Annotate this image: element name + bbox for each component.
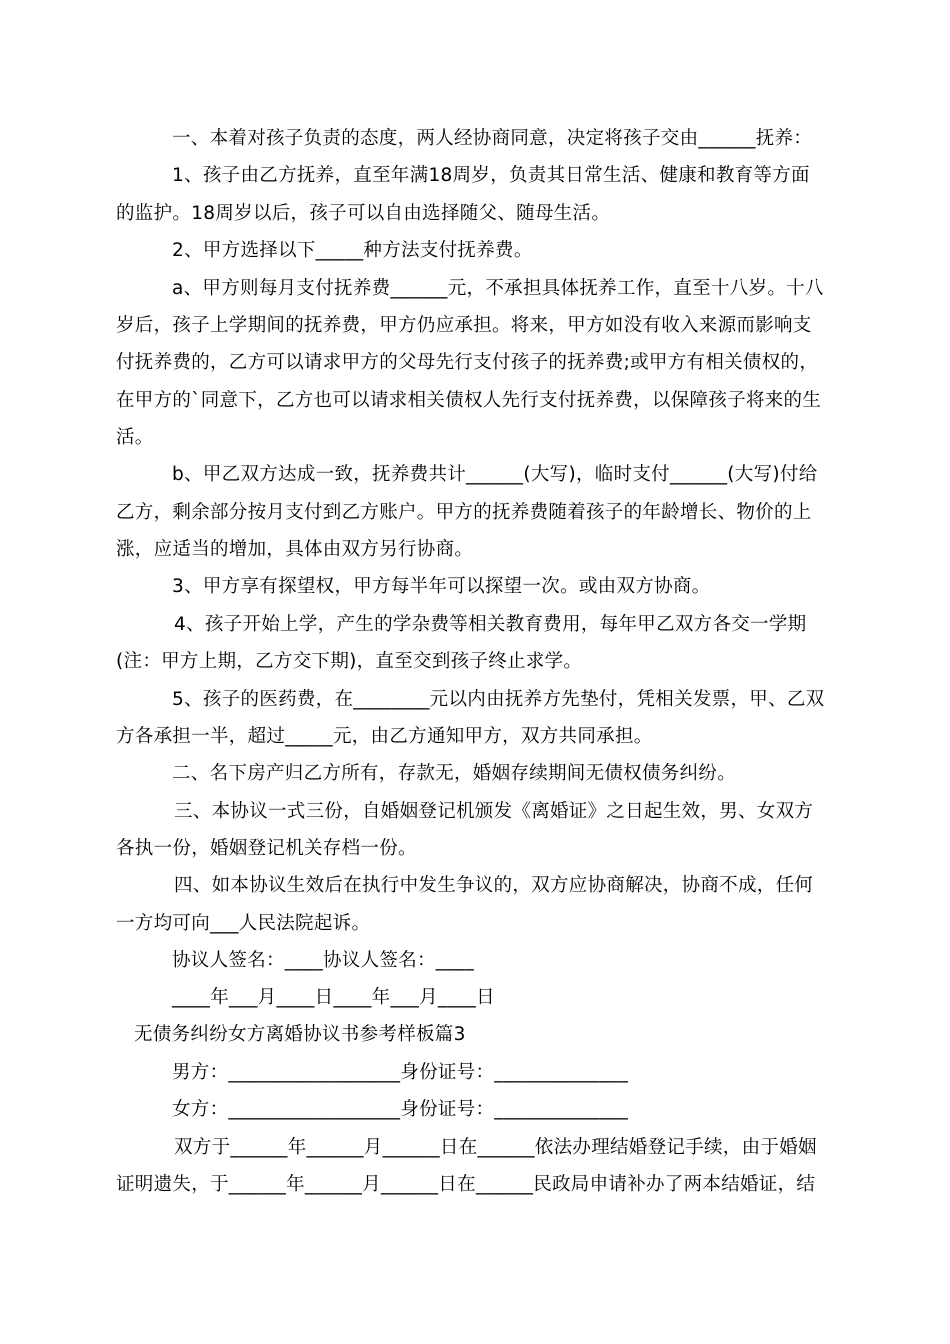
template-3-heading: 无债务纠纷女方离婚协议书参考样板篇3: [134, 1024, 466, 1045]
clause-a-line-2: 岁后，孩子上学期间的抚养费，甲方仍应承担。将来，甲方如没有收入来源而影响支: [116, 315, 812, 336]
female-party-line: 女方：__________________身份证号：______________: [172, 1099, 629, 1120]
section-2-property: 二、名下房产归乙方所有，存款无，婚姻存续期间无债权债务纠纷。: [172, 763, 737, 784]
clause-a-line-3: 付抚养费的，乙方可以请求甲方的父母先行支付孩子的抚养费;或甲方有相关债权的，: [116, 352, 819, 373]
clause-3: 3、甲方享有探望权，甲方每半年可以探望一次。或由双方协商。: [172, 576, 711, 597]
clause-b-line-3: 涨，应适当的增加，具体由双方另行协商。: [116, 539, 474, 560]
section-3-line-1: 三、本协议一式三份，自婚姻登记机颁发《离婚证》之日起生效，男、女双方: [174, 801, 814, 822]
clause-5-line-2: 方各承担一半，超过_____元，由乙方通知甲方，双方共同承担。: [116, 726, 653, 747]
clause-b-line-1: b、甲乙双方达成一致，抚养费共计______(大写)，临时支付______(大写)付给: [172, 464, 818, 485]
marriage-registration-line-2: 证明遗失，于______年______月______日在______民政局申请补办了两本结婚证，结: [116, 1174, 816, 1195]
marriage-registration-line-1: 双方于______年______月______日在______依法办理结婚登记手续，由于婚姻: [174, 1137, 817, 1158]
clause-4-line-2: (注：甲方上期，乙方交下期)，直至交到孩子终止求学。: [116, 651, 583, 672]
section-3-line-2: 各执一份，婚姻登记机关存档一份。: [116, 838, 417, 859]
clause-a-line-1: a、甲方则每月支付抚养费______元，不承担具体抚养工作，直至十八岁。十八: [172, 278, 824, 299]
clause-5-line-1: 5、孩子的医药费，在________元以内由抚养方先垫付，凭相关发票，甲、乙双: [172, 689, 825, 710]
section-4-line-2: 一方均可向___人民法院起诉。: [116, 913, 371, 934]
clause-1-line-2: 的监护。18周岁以后，孩子可以自由选择随父、随母生活。: [116, 203, 611, 224]
male-party-line: 男方：__________________身份证号：______________: [172, 1062, 629, 1083]
clause-1-line-1: 1、孩子由乙方抚养，直至年满18周岁，负责其日常生活、健康和教育等方面: [172, 165, 810, 186]
clause-2: 2、甲方选择以下_____种方法支付抚养费。: [172, 240, 533, 261]
signature-line: 协议人签名：____协议人签名：____: [172, 950, 475, 971]
section-4-line-1: 四、如本协议生效后在执行中发生争议的，双方应协商解决，协商不成，任何: [174, 875, 814, 896]
clause-b-line-2: 乙方，剩余部分按月支付到乙方账户。甲方的抚养费随着孩子的年龄增长、物价的上: [116, 502, 812, 523]
paragraph-custody-agreement: 一、本着对孩子负责的态度，两人经协商同意，决定将孩子交由______抚养：: [172, 128, 813, 149]
clause-a-line-4: 在甲方的`同意下，乙方也可以请求相关债权人先行支付抚养费，以保障孩子将来的生: [116, 390, 822, 411]
clause-4-line-1: 4、孩子开始上学，产生的学杂费等相关教育费用，每年甲乙双方各交一学期: [174, 614, 807, 635]
date-line: ____年___月____日____年___月____日: [172, 987, 495, 1008]
clause-a-line-5: 活。: [116, 427, 154, 448]
